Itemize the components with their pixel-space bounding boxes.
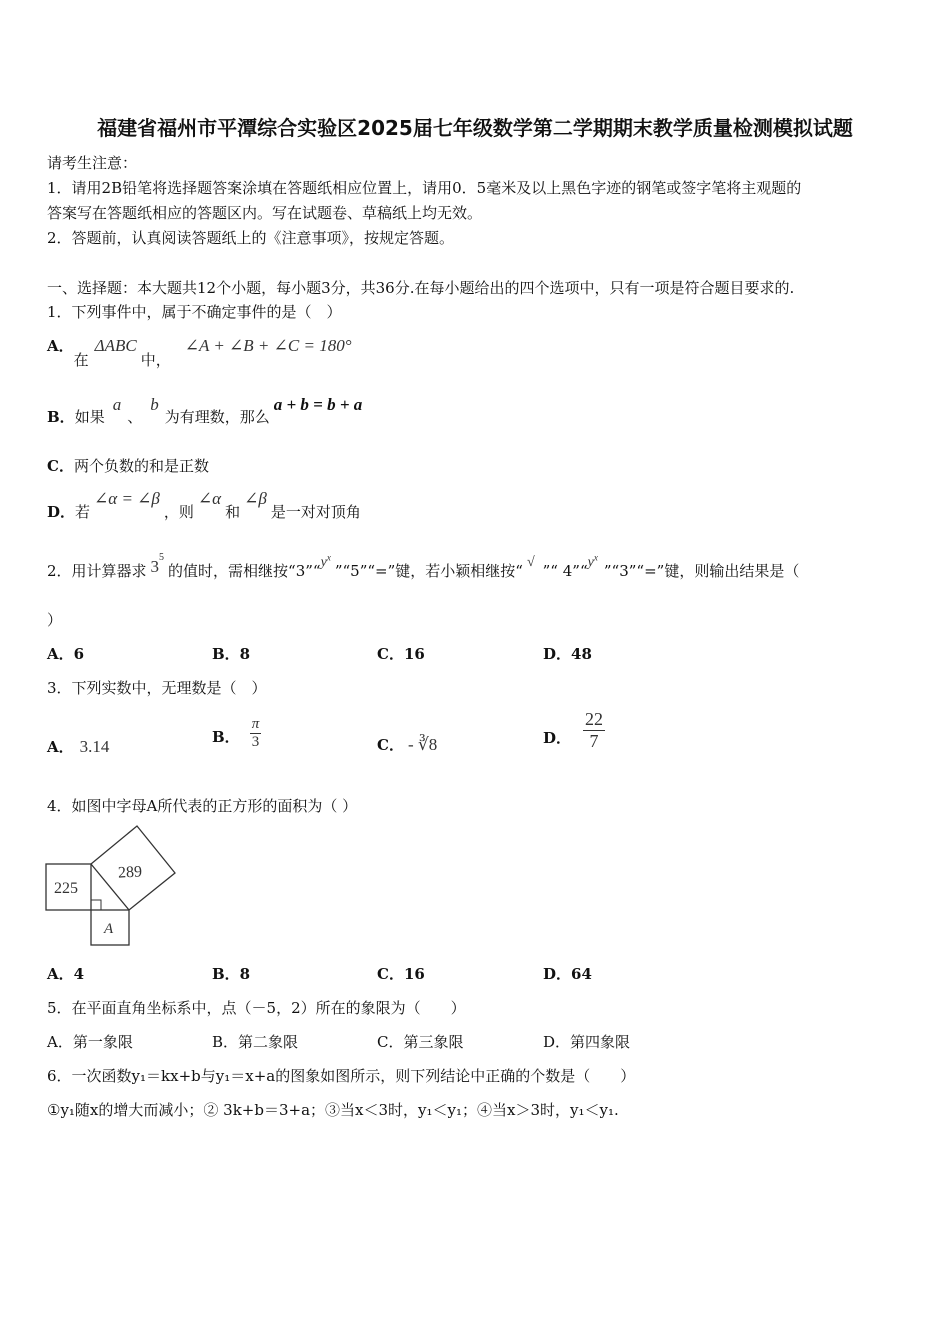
q1-c-text: 两个负数的和是正数 <box>73 457 209 475</box>
notice-line-1b: 答案写在答题纸相应的答题区内。写在试题卷、草稿纸上均无效。 <box>47 204 483 222</box>
q3-b-numerator: π <box>251 716 260 732</box>
q3-d-denominator: 7 <box>589 731 599 751</box>
q5-option-a[interactable]: A．第一象限 <box>47 1033 133 1051</box>
q2-key-yx-2 <box>587 552 598 570</box>
q2-stem-mid: 的值时，需相继按“3”“ <box>168 562 321 580</box>
q3-d-numerator: 22 <box>585 709 604 729</box>
q3-b-denominator: 3 <box>251 734 260 750</box>
q3-c-value: - ∛8 <box>407 735 438 754</box>
q2-option-b[interactable]: B．8 <box>212 645 251 663</box>
q2-key-yx-1 <box>320 552 331 570</box>
q1-a-label: A． <box>47 337 74 355</box>
q2-key-sqrt: √ <box>526 555 535 570</box>
q2-key-y-1: y <box>320 555 327 570</box>
q1-d-expr2: ∠α <box>197 489 222 508</box>
q4-option-a[interactable]: A．4 <box>47 965 85 983</box>
q3-option-c[interactable] <box>377 734 437 755</box>
notice-line-2: 2．答题前，认真阅读答题纸上的《注意事项》，按规定答题。 <box>47 229 455 247</box>
q2-key-y-2: y <box>587 555 594 570</box>
label-225: 225 <box>54 880 78 897</box>
q2-exponent: 5 <box>159 552 165 563</box>
q1-d-expr3: ∠β <box>244 489 267 508</box>
q1-d-mid: ，则 <box>163 503 194 521</box>
q1-stem: 1．下列事件中，属于不确定事件的是（ ） <box>47 303 342 321</box>
q2-stem-close: ） <box>47 611 63 629</box>
q2-key-x-1: x <box>326 552 331 563</box>
q1-option-c[interactable] <box>47 455 209 476</box>
notice-line-1: 1．请用2B铅笔将选择题答案涂填在答题纸相应位置上，请用0．5毫米及以上黑色字迹的钢笔或签字笔将主观题的 <box>47 179 802 197</box>
q1-d-post: 是一对对顶角 <box>270 503 361 521</box>
q3-a-value: 3.14 <box>79 737 110 756</box>
q1-b-sep: 、 <box>127 408 143 426</box>
q1-b-pre: 如果 <box>74 408 105 426</box>
q1-d-label: D． <box>47 503 76 521</box>
q1-a-expr: ∠A + ∠B + ∠C = 180° <box>184 336 352 355</box>
q4-option-d[interactable]: D．64 <box>543 965 592 983</box>
q2-stem <box>47 550 800 580</box>
right-angle-mark <box>91 900 101 910</box>
q5-option-c[interactable]: C．第三象限 <box>377 1033 464 1051</box>
q1-b-b: b <box>150 395 159 414</box>
q3-option-a[interactable] <box>47 736 109 757</box>
q3-c-label: C． <box>377 736 404 754</box>
q2-stem-mid2: ”“5”“=”键，若小颖相继按“ <box>334 562 523 580</box>
q2-option-a[interactable]: A．6 <box>47 645 85 663</box>
q3-option-b[interactable] <box>212 716 261 751</box>
q1-option-d[interactable] <box>47 488 361 521</box>
q4-squares-figure <box>40 820 190 950</box>
q2-option-d[interactable]: D．48 <box>543 645 592 663</box>
q3-stem: 3．下列实数中，无理数是（ ） <box>47 679 267 697</box>
q4-option-b[interactable]: B．8 <box>212 965 251 983</box>
q4-stem: 4．如图中字母A所代表的正方形的面积为（ ） <box>47 797 358 815</box>
q3-b-label: B． <box>212 727 240 746</box>
q5-option-d[interactable]: D．第四象限 <box>543 1033 631 1051</box>
q3-d-label: D． <box>543 728 572 747</box>
q2-key-x-2: x <box>593 552 598 563</box>
q3-b-fraction <box>250 716 262 751</box>
q1-option-b[interactable] <box>47 394 363 426</box>
q2-stem-mid3: ”“ 4”“ <box>542 562 588 580</box>
q1-b-a: a <box>112 395 122 414</box>
q1-a-mid: 中， <box>140 351 171 369</box>
label-289: 289 <box>117 863 143 882</box>
q5-option-b[interactable]: B．第二象限 <box>212 1033 299 1051</box>
section-heading: 一、选择题：本大题共12个小题，每小题3分，共36分.在每小题给出的四个选项中，只有一项是符合题目要求的. <box>47 279 795 297</box>
q1-d-and: 和 <box>225 503 241 521</box>
q1-a-pre: 在 <box>73 351 89 369</box>
q1-d-expr1: ∠α = ∠β <box>94 489 160 508</box>
q3-a-label: A． <box>47 738 74 756</box>
q1-b-label: B． <box>47 408 75 426</box>
q3-option-d[interactable] <box>543 709 605 752</box>
q1-option-a[interactable] <box>47 335 352 369</box>
q2-stem-end: ”“3”“=”键，则输出结果是（ <box>603 562 800 580</box>
q1-b-expr: a + b = b + a <box>273 395 363 414</box>
q1-a-triangle: ΔABC <box>94 336 137 355</box>
q3-d-fraction <box>583 709 605 752</box>
q2-base: 3 <box>150 557 160 576</box>
q6-statements: ①y₁随x的增大而减小；② 3k+b＝3+a；③当x＜3时，y₁＜y₁；④当x＞3时，y₁＜y₁. <box>47 1101 619 1119</box>
q6-stem: 6．一次函数y₁＝kx+b与y₁＝x+a的图象如图所示，则下列结论中正确的个数是（ ） <box>47 1067 636 1085</box>
q2-stem-pre: 2．用计算器求 <box>47 562 147 580</box>
q2-option-c[interactable]: C．16 <box>377 645 425 663</box>
q5-stem: 5．在平面直角坐标系中，点（－5，2）所在的象限为（ ） <box>47 999 466 1017</box>
label-a: A <box>104 921 114 937</box>
page-title: 福建省福州市平潭综合实验区2025届七年级数学第二学期期末教学质量检测模拟试题 <box>97 116 853 140</box>
q4-option-c[interactable]: C．16 <box>377 965 425 983</box>
q1-c-label: C． <box>47 457 74 475</box>
q1-d-pre: 若 <box>75 503 91 521</box>
notice-heading: 请考生注意： <box>47 154 138 172</box>
q1-b-mid: 为有理数，那么 <box>164 408 270 426</box>
